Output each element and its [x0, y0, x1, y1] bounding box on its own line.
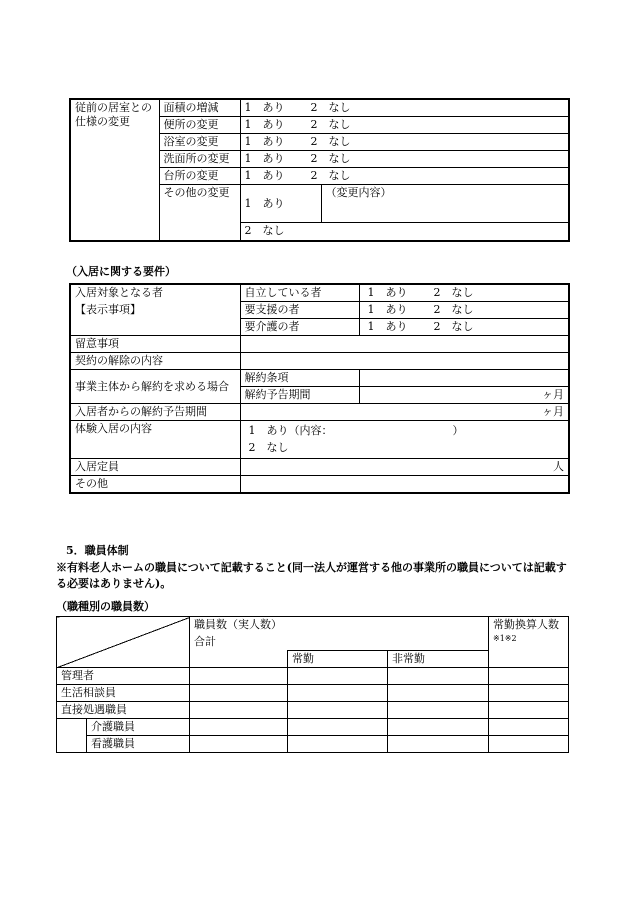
target-item-label: 自立している者 — [240, 284, 359, 302]
spec-row-label-line2: 仕様の変更 — [75, 115, 130, 128]
operator-cancel-label: 事業主体から解約を求める場合 — [70, 370, 240, 404]
other-value — [240, 476, 569, 494]
target-item-options — [359, 302, 569, 319]
staff-cell — [288, 736, 388, 753]
staff-cell — [288, 719, 388, 736]
staff-header-diagonal — [57, 617, 190, 668]
staff-cell — [489, 736, 569, 753]
staff-cell — [388, 719, 489, 736]
staff-cell — [388, 668, 489, 685]
resident-notice-label: 入居者からの解約予告期間 — [70, 404, 240, 421]
target-item-label: 要介護の者 — [240, 319, 359, 336]
spec-other-label: その他の変更 — [159, 185, 240, 241]
option-yes: 1 あり — [367, 286, 408, 299]
option-yes: 1 あり — [367, 303, 408, 316]
staff-table — [56, 616, 569, 753]
target-item-label: 要支援の者 — [240, 302, 359, 319]
spec-row-label — [70, 99, 159, 241]
staff-cell — [288, 702, 388, 719]
spec-item-options — [240, 151, 569, 168]
capacity-unit: 人 — [240, 459, 569, 476]
staff-cell — [190, 719, 288, 736]
headcount-header: 職員数（実人数） — [190, 617, 489, 634]
spec-item-options — [240, 117, 569, 134]
staff-cell — [388, 685, 489, 702]
spec-item-options — [240, 99, 569, 117]
staff-note: ※有料老人ホームの職員について記載すること(同一法人が運営する他の事業所の職員については記載する必要はありません)。 — [56, 561, 567, 590]
total-subheader-blank — [190, 651, 288, 668]
staff-row-label: 介護職員 — [87, 719, 190, 736]
cancel-notice-unit: ヶ月 — [359, 387, 569, 404]
option-no: 2 なし — [310, 118, 351, 131]
staff-heading: 5．職員体制 — [66, 544, 129, 557]
trial-close: ） — [452, 424, 464, 437]
staff-cell — [190, 668, 288, 685]
target-item-options — [359, 319, 569, 336]
staff-cell — [388, 736, 489, 753]
spec-item-options — [240, 134, 569, 151]
option-no: 2 なし — [433, 286, 474, 299]
staff-cell — [489, 668, 569, 685]
notes-value — [240, 336, 569, 353]
option-no: 2 なし — [310, 101, 351, 114]
parttime-header: 非常勤 — [388, 651, 489, 668]
spec-other-no: 2 なし — [240, 223, 569, 241]
option-yes: 1 あり — [244, 169, 285, 182]
spec-row-label-line1: 従前の居室との — [75, 101, 152, 114]
spec-item-options — [240, 168, 569, 185]
spec-item-label: 便所の変更 — [159, 117, 240, 134]
staff-row-label: 看護職員 — [87, 736, 190, 753]
staff-cell — [489, 702, 569, 719]
staff-cell — [190, 685, 288, 702]
staff-cell — [489, 719, 569, 736]
spec-item-label: 洗面所の変更 — [159, 151, 240, 168]
target-label: 入居対象となる者 — [75, 286, 163, 299]
option-yes: 1 あり — [367, 320, 408, 333]
staff-sub-heading: （職種別の職員数） — [56, 600, 155, 613]
option-yes: 1 あり — [244, 152, 285, 165]
staff-cell — [190, 702, 288, 719]
move-in-table — [69, 283, 570, 494]
notes-label: 留意事項 — [70, 336, 240, 353]
staff-cell — [190, 736, 288, 753]
staff-cell — [288, 668, 388, 685]
resident-notice-unit: ヶ月 — [240, 404, 569, 421]
staff-row-label: 直接処遇職員 — [57, 702, 190, 719]
option-no: 2 なし — [310, 152, 351, 165]
capacity-label: 入居定員 — [70, 459, 240, 476]
target-item-options — [359, 284, 569, 302]
trial-content — [240, 421, 569, 459]
staff-cell — [489, 685, 569, 702]
total-header: 合計 — [190, 634, 489, 651]
staff-cell — [388, 702, 489, 719]
staff-indent-cell — [57, 719, 87, 753]
other-label: その他 — [70, 476, 240, 494]
option-yes: 1 あり — [244, 101, 285, 114]
trial-label: 体験入居の内容 — [70, 421, 240, 459]
spec-change-table — [69, 98, 570, 242]
spec-item-label: 面積の増減 — [159, 99, 240, 117]
cancel-terms-value — [359, 370, 569, 387]
spec-other-yes: 1 あり — [240, 185, 321, 223]
spec-change-content-label: （変更内容） — [321, 185, 569, 223]
spec-item-label: 浴室の変更 — [159, 134, 240, 151]
display-label: 【表示事項】 — [75, 303, 141, 316]
fulltime-header: 常勤 — [288, 651, 388, 668]
option-yes: 1 あり — [244, 118, 285, 131]
cancel-notice-label: 解約予告期間 — [240, 387, 359, 404]
spec-item-label: 台所の変更 — [159, 168, 240, 185]
option-no: 2 なし — [433, 303, 474, 316]
staff-cell — [288, 685, 388, 702]
cancel-content-value — [240, 353, 569, 370]
fte-header-label: 常勤換算人数 — [493, 618, 560, 631]
move-in-heading: （入居に関する要件） — [66, 265, 176, 278]
cancel-content-label: 契約の解除の内容 — [70, 353, 240, 370]
option-no: 2 なし — [433, 320, 474, 333]
staff-row-label: 管理者 — [57, 668, 190, 685]
cancel-terms-label: 解約条項 — [240, 370, 359, 387]
option-no: 2 なし — [310, 169, 351, 182]
staff-row-label: 生活相談員 — [57, 685, 190, 702]
trial-yes: 1 あり（内容： — [248, 424, 333, 437]
trial-no: 2 なし — [248, 441, 289, 454]
option-no: 2 なし — [310, 135, 351, 148]
fte-header-note: ※1※2 — [493, 634, 517, 643]
option-yes: 1 あり — [244, 135, 285, 148]
target-label-cell — [70, 284, 240, 336]
fte-header — [489, 617, 569, 668]
